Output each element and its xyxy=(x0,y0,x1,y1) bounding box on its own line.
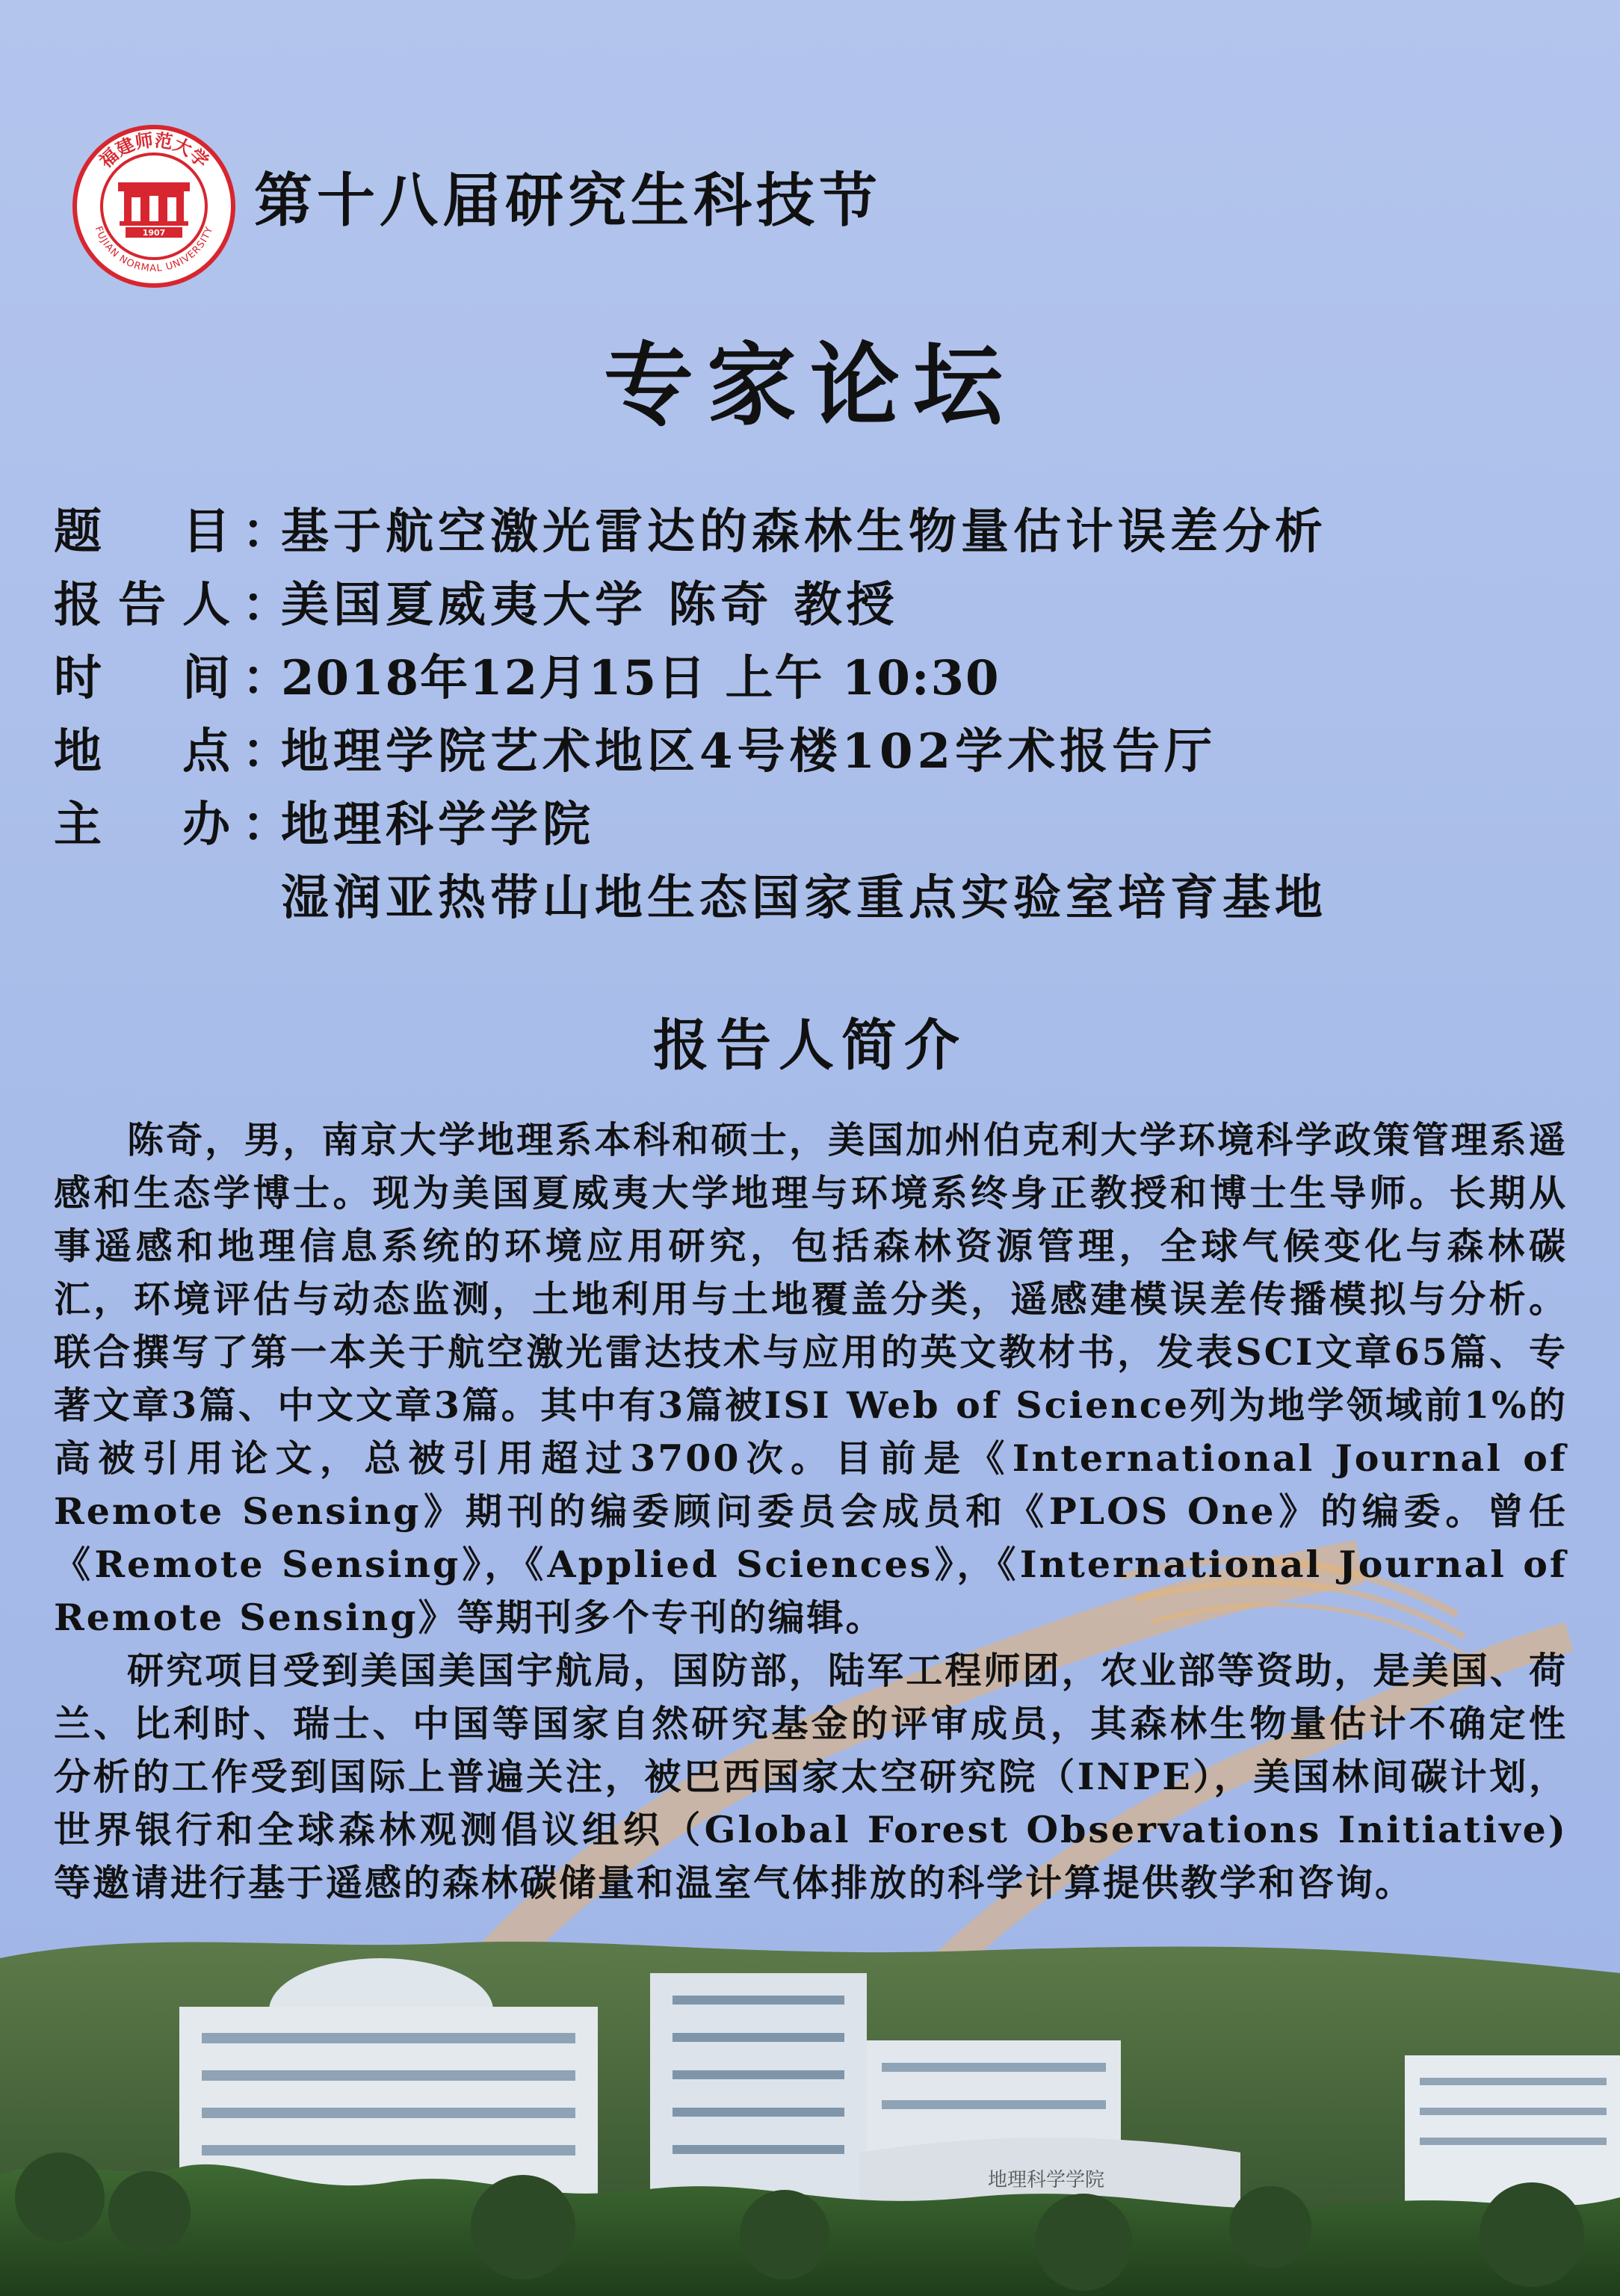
info-label-topic: 题目 xyxy=(54,504,233,560)
info-label-location: 地点 xyxy=(54,723,233,780)
bio-paragraph-1: 陈奇，男，南京大学地理系本科和硕士，美国加州伯克利大学环境科学政策管理系遥感和生态学博士。现为美国夏威夷大学地理与环境系终身正教授和博士生导师。长期从事遥感和地理信息系统的环境应用研究，包括森林资源管理，全球气候变化与森林碳汇，环境评估与动态监测，土地利用与土地覆盖分类，遥感建模误差传播模拟与分析。联合撰写了第一本关于航空激光雷达技术与应用的英文教材书，发表SCI文章65篇、专著文章3篇、中文文章3篇。其中有3篇被ISI Web of Science列为地学领域前1%的高被引用论文，总被引用超过3700次。目前是《International Journal of Remote Sensing》期刊的编委顾问委员会成员和《PLOS One》的编委。曾任《Remote Sensing》，《Applied Sciences》，《International Journal of Remote Sensing》等期刊多个专刊的编辑。 xyxy=(54,1118,1568,1639)
info-value-time: 2018年12月15日 上午 10:30 xyxy=(281,650,1001,706)
campus-building-sign: 地理科学学院 xyxy=(987,2169,1105,2191)
logo-ring-text: 福建师范大学 xyxy=(94,129,214,173)
info-colon: ： xyxy=(242,504,290,560)
info-value-host-2: 湿润亚热带山地生态国家重点实验室培育基地 xyxy=(281,870,1327,926)
forum-title: 专家论坛 xyxy=(604,333,1016,438)
info-value-host-1: 地理科学学院 xyxy=(281,797,595,853)
logo-year: 1907 xyxy=(142,228,166,238)
speaker-bio xyxy=(54,1114,1568,1910)
info-colon: ： xyxy=(242,723,290,780)
info-colon: ： xyxy=(242,650,290,706)
speaker-intro-heading: 报告人简介 xyxy=(653,1013,967,1078)
info-value-speaker: 美国夏威夷大学 陈奇 教授 xyxy=(281,577,899,633)
campus-photo xyxy=(0,1928,1620,2296)
info-label-speaker: 报告人 xyxy=(54,577,233,633)
info-colon: ： xyxy=(242,797,290,853)
info-value-topic: 基于航空激光雷达的森林生物量估计误差分析 xyxy=(281,504,1327,560)
logo-ring-text-en: FUJIAN NORMAL UNIVERSITY xyxy=(92,224,216,275)
info-value-location: 地理学院艺术地区4号楼102学术报告厅 xyxy=(281,723,1217,780)
info-colon: ： xyxy=(242,577,290,633)
university-logo-icon xyxy=(72,124,236,288)
bio-paragraph-2: 研究项目受到美国美国宇航局，国防部，陆军工程师团，农业部等资助，是美国、荷兰、比利时、瑞士、中国等国家自然研究基金的评审成员，其森林生物量估计不确定性分析的工作受到国际上普遍关注，被巴西国家太空研究院（INPE），美国林间碳计划，世界银行和全球森林观测倡议组织（Global Forest Observations Initiative)等邀请进行基于遥感的森林碳储量和温室气体排放的科学计算提供教学和咨询。 xyxy=(54,1649,1568,1904)
info-label-host: 主办 xyxy=(54,797,233,853)
info-label-time: 时间 xyxy=(54,650,233,706)
event-title: 第十八届研究生科技节 xyxy=(254,167,882,235)
